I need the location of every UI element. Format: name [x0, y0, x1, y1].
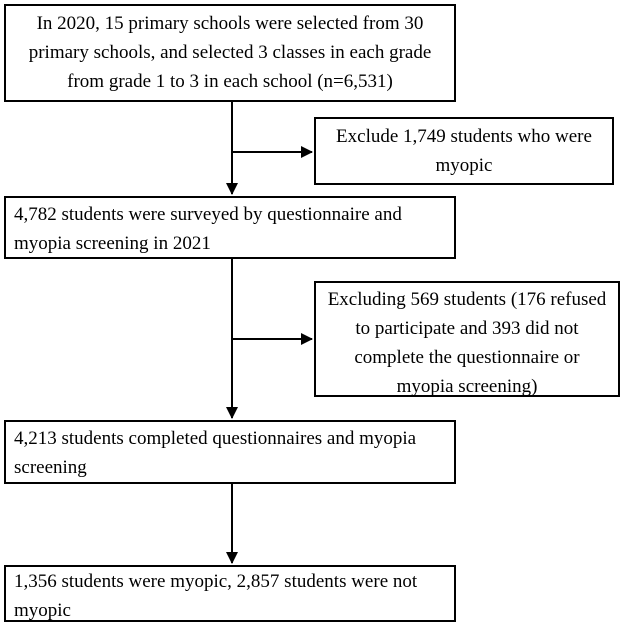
start-text: In 2020, 15 primary schools were selected from 30 primary schools, and selected 3 classes in each grade from grade 1 to 3 in each school (n=6,531)	[28, 13, 432, 92]
exclude-myopic-text: Exclude 1,749 students who were myopic	[336, 126, 592, 176]
exclude-myopic-box	[314, 117, 614, 185]
exclude-incomplete-text: Excluding 569 students (176 refused to participate and 393 did not complete the questionnaire or myopia screening)	[327, 289, 607, 397]
surveyed-text: 4,782 students were surveyed by questionnaire and myopia screening in 2021	[14, 204, 402, 254]
result-box	[4, 565, 456, 622]
exclude-incomplete-box	[314, 281, 620, 397]
start-box	[4, 4, 456, 102]
surveyed-box	[4, 196, 456, 259]
completed-box	[4, 420, 456, 484]
result-text: 1,356 students were myopic, 2,857 students were not myopic	[14, 571, 418, 621]
completed-text: 4,213 students completed questionnaires and myopia screening	[14, 428, 417, 478]
